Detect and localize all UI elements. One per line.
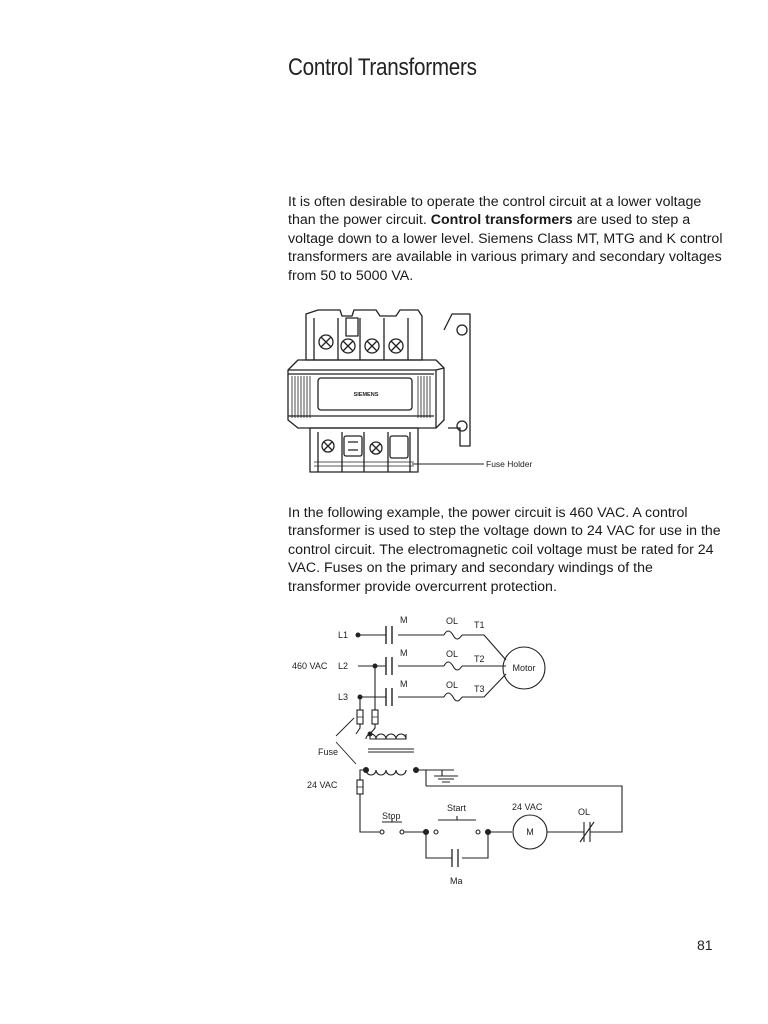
label-l2: L2	[338, 661, 349, 671]
control-transformer-illustration	[284, 296, 544, 478]
control-transformers-term: Control transformers	[430, 212, 573, 229]
label-ol-contact: OL	[578, 807, 591, 817]
label-supply-voltage: 460 VAC	[292, 661, 328, 671]
label-control-voltage: 24 VAC	[307, 780, 338, 790]
intro-text-end: are used to step a voltage down to a lower level. Siemens Class MT, MTG and K control transformers are available in various primary and secondary voltages from 50 to 5000 VA.	[288, 212, 723, 284]
intro-paragraph	[288, 193, 728, 285]
label-coil: M	[526, 827, 534, 837]
label-ol2: OL	[446, 649, 459, 659]
label-t2: T2	[474, 654, 485, 664]
label-ol3: OL	[446, 680, 459, 690]
example-paragraph: In the following example, the power circuit is 460 VAC. A control transformer is used to step the voltage down to 24 VAC for use in the control circuit. The electromagnetic coil voltage must be rated for 24 VAC. Fuses on the primary and secondary windings of the transformer provide overcurrent protection.	[288, 505, 721, 595]
label-ol1: OL	[446, 616, 459, 626]
label-contact-m3: M	[400, 679, 408, 689]
page-title: Control Transformers	[288, 54, 477, 81]
label-t1: T1	[474, 620, 485, 630]
label-t3: T3	[474, 684, 485, 694]
label-stop: Stop	[382, 811, 401, 821]
page-number: 81	[697, 937, 713, 953]
intro-text-start: It is often desirable to operate the control circuit at a lower voltage than the power circuit.	[288, 194, 702, 229]
label-l1: L1	[338, 630, 349, 640]
label-contact-m1: M	[400, 615, 408, 625]
label-coil-voltage: 24 VAC	[512, 802, 543, 812]
fuse-holder-callout: Fuse Holder	[486, 459, 533, 469]
control-circuit-schematic	[286, 606, 636, 890]
label-motor: Motor	[512, 663, 536, 673]
label-contact-m2: M	[400, 648, 408, 658]
transformer-brand-label: SIEMENS	[353, 392, 379, 398]
label-start: Start	[447, 803, 467, 813]
label-aux-contact: Ma	[450, 876, 463, 886]
label-fuse: Fuse	[318, 747, 339, 757]
label-l3: L3	[338, 692, 349, 702]
